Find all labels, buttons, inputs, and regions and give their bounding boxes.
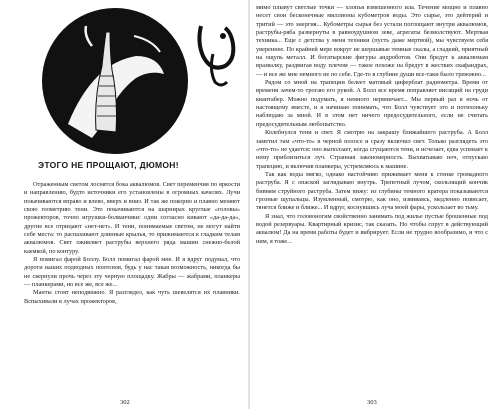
- left-page-body: [24, 181, 240, 306]
- paragraph: Я знал, что головоногим свойственно занимать под жилье пустые брошенные под водой резервуары. Квартирный кризис, так сказать. Но чтобы спрут в действующий аквалюм! Да на время работы будет и вибрирует. Если не трудно вообразимо, и что с ним, я тоже...: [256, 212, 488, 245]
- page-number: 302: [120, 399, 130, 406]
- paragraph: Отраженным светом лоснятся бока аквалюмов. Свет переменчив по яркости и направлению, будто источники его установлены в огромных качелях. Лучи покачиваются вправо и влево, вверх и вниз. И так же покорно и плавно меняют свою геометрию тени. Это покачиваются на шарнирах круглые «головы» прожекторов, точно игрушки-болванчики: одни согласно кивают «да-да-да», другие все отрицают «нет-нет». И тени, понимаемые светом, не могут найти себе места: то распахивают длинные крылья, то прижимаются к гладким телам аквалюмов. Свет оживляет раструбы верхнего ряда машин снежно-белой каемкой, по контуру.: [24, 181, 240, 255]
- paragraph: мимо плывут светлые точки — хлопья взмешенного ила. Течение мощно и плавно несет свои бесконечные миллионы кубометров воды. Это сырье, это дейтерий и тритий — это энергия... Кубометры сырья без устали поглощают внутри аквалюмов, раструбы-ряба развернуты в равноудушном зеве, агрегаты безмолствуют. Мертвая техника... Еще с детства у меня техники (пусть даже мертвой), мы чувствуем себя увереннее. По крайней мере вокруг не шершавые темные скалы, а гладкий, приятный на ощупь металл. И богатырские фигуры андроботов. Они бредут к аквалюмам вразвалку, раздвигая воду плечом — такое похоже на бредут в жестких скафандрах, — и все же мне немного не по себе. Где-то в глубине души все-таки было тревожно...: [256, 4, 488, 78]
- page-number: 303: [367, 399, 377, 406]
- paragraph: Рядом со мной на трапеции белеет матовый циферблат радиометра. Время от времени зачем-то трогаю его рукой. А Болл все время поправляет висящий на груди квантабер. Можно подумать, я немного нервничает... Мы первый раз в ночь от настоящему вместе, и я начинаю понимать, что Болл чувствует это и потихоньку наблюдаю за мной. И в этом нет ничего предосудительного, если не считать предосудительным любопытство.: [256, 79, 488, 128]
- right-page: [250, 0, 500, 409]
- paragraph: Колебнулся тени и свет. Я смотрю на закрашу ближайшего раструба. А Болл заметил там «что-то» в черной полосе и сразу включил свет. Только разглядеть это «что-то» не удается: оно выползает, когда сгущаются тени, и исчезает, едва успевает к нему приблизиться луч. Странная закономерность. Выхватываю ноч, отпускаю трапецию, и включив планкеры, устремляюсь к машине.: [256, 129, 488, 170]
- left-page: [0, 0, 248, 409]
- paragraph: Манты стоят неподвижно. Я разглядел, как чуть шевелятся их плавники. Вспыхивали в лучах прожекторов,: [24, 289, 240, 305]
- right-page-body: [256, 4, 488, 246]
- paragraph: Так как воды мягко, однако настойчиво прижимает меня к стенке громадного раструба. Я с опаской заглядываю внутрь. Трепетный лучом, скользящий кончик бивням струйного раструба. Затем вижу: из глубины темного кратера показываются грозные щупальцы. Изумленный, смотрю, как оно, извиваясь, медленно повисает, тянется ближе и ближе... И вдруг, коснувшись луча моей фары, ускользает во тьму.: [256, 170, 488, 212]
- decorative-initial-letter: [193, 20, 239, 90]
- chapter-title: ЭТОГО НЕ ПРОЩАЮТ, ДЮМОН!: [38, 160, 179, 170]
- chapter-illustration: [40, 6, 190, 156]
- paragraph: Я помигал фарой Боллу. Болл помигал фарой мне. И я вдруг подумал, что дороги наших подводных понтонов, будь у нас такая возможность, никогда бы не свернули прочь через эту черную площадку. Жабры — жабрами, планкеры — планкерами, но все же, все же...: [24, 256, 240, 289]
